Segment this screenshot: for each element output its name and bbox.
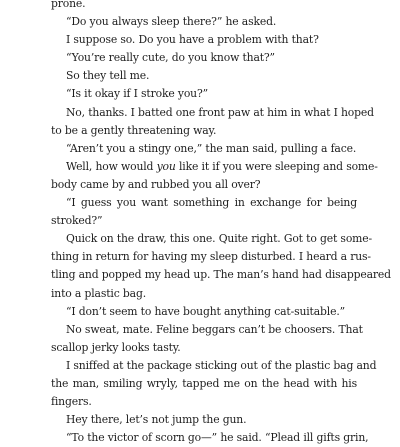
text-line-10 [51,158,378,176]
text-line-8: to be a gently threatening way. [51,123,217,137]
text-line-17: into a plastic bag. [51,286,147,300]
text-line-21: I sniffed at the package sticking out of the plastic bag and [66,358,377,372]
text-line-16: tling and popped my head up. The man’s hand had disappeared [51,268,391,282]
text-line-14: Quick on the draw, this one. Quite right. Got to get some- [66,232,372,246]
text-line-3: I suppose so. Do you have a problem with that? [66,33,319,47]
text-line-20: scallop jerky looks tasty. [51,340,181,354]
text-line-13: stroked?” [51,214,103,228]
text-line-9: “Aren’t you a stingy one,” the man said, pulling a face. [66,141,357,155]
text-line-5: So they tell me. [66,69,150,83]
text-run: Well, how would [66,159,157,173]
text-line-4: “You’re really cute, do you know that?” [66,51,275,65]
text-line-22: the man, smiling wryly, tapped me on the head with his [51,376,357,390]
text-line-19: No sweat, mate. Feline beggars can’t be choosers. That [66,322,363,336]
text-line-11: body came by and rubbed you all over? [51,177,261,191]
text-line-24: Hey there, let’s not jump the gun. [66,413,247,427]
text-run: like it if you were sleeping and some- [175,159,378,173]
text-line-1: prone. [51,0,86,10]
book-page [51,0,391,447]
text-line-23: fingers. [51,395,92,409]
text-line-2: “Do you always sleep there?” he asked. [66,15,277,29]
text-line-15: thing in return for having my sleep disturbed. I heard a rus- [51,250,371,264]
emphasized-word: you [156,159,176,173]
text-line-6: “Is it okay if I stroke you?” [66,87,208,101]
text-line-18: “I don’t seem to have bought anything cat-suitable.” [66,304,345,318]
text-line-25: “To the victor of scorn go—” he said. “Plead ill gifts grin, [66,431,369,445]
text-line-12: “I guess you want something in exchange for being [66,196,357,210]
text-line-7: No, thanks. I batted one front paw at him in what I hoped [66,105,374,119]
